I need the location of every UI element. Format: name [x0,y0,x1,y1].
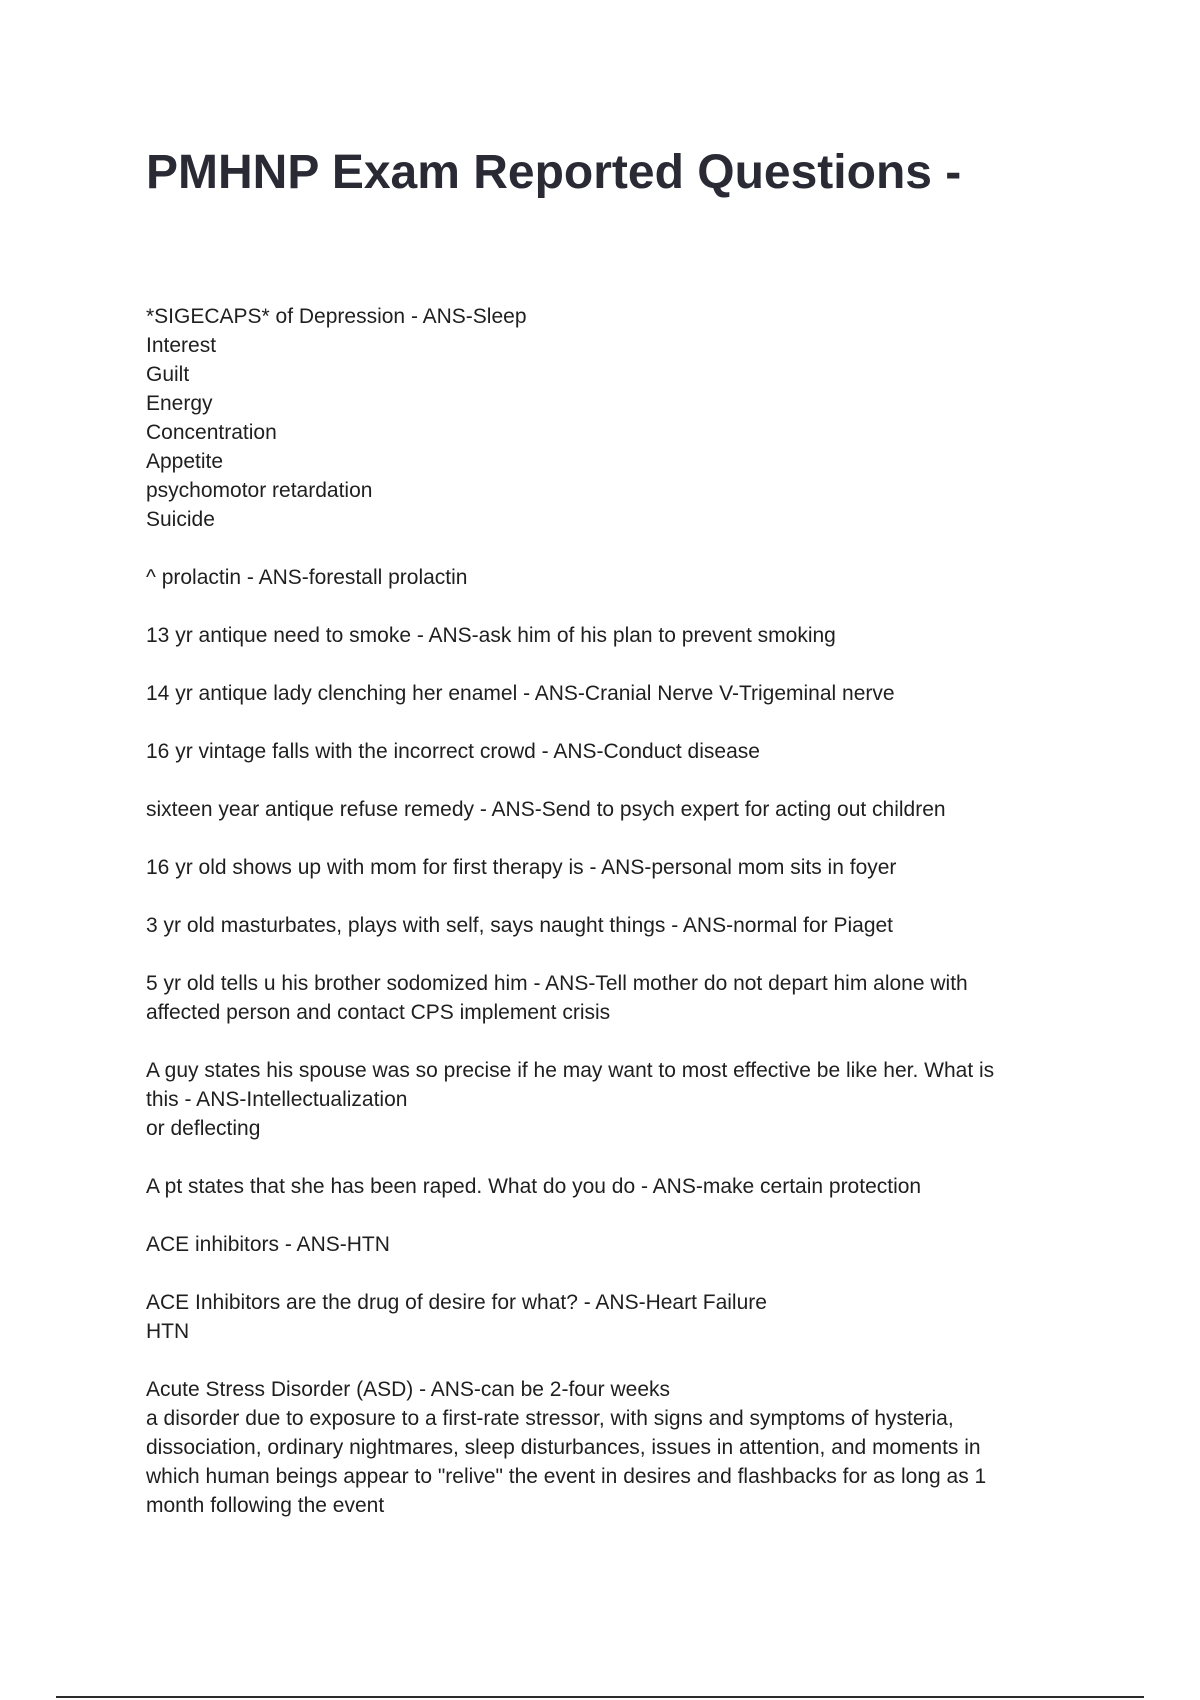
qa-line: 3 yr old masturbates, plays with self, says naught things - ANS-normal for Piaget [146,914,894,937]
qa-line: ACE inhibitors - ANS-HTN [146,1233,390,1256]
qa-item [146,1288,1066,1346]
qa-line: Interest [146,334,217,357]
page-title: PMHNP Exam Reported Questions - [146,146,962,199]
qa-line: A guy states his spouse was so precise if he may want to most effective be like her. What is [146,1059,995,1082]
qa-item [146,1172,1066,1201]
qa-item [146,853,1066,882]
qa-line: ACE Inhibitors are the drug of desire for what? - ANS-Heart Failure [146,1291,767,1314]
qa-list [146,302,1066,1549]
qa-line: Appetite [146,450,224,473]
qa-line: month following the event [146,1494,385,1517]
qa-line: HTN [146,1320,190,1343]
qa-line: Concentration [146,421,277,444]
footer-divider [56,1696,1144,1698]
qa-item [146,302,1066,534]
qa-line: Energy [146,392,213,415]
qa-item [146,737,1066,766]
qa-line: dissociation, ordinary nightmares, sleep disturbances, issues in attention, and moments in [146,1436,981,1459]
qa-line: or deflecting [146,1117,261,1140]
qa-line: sixteen year antique refuse remedy - ANS-Send to psych expert for acting out children [146,798,946,821]
qa-line: 16 yr old shows up with mom for first therapy is - ANS-personal mom sits in foyer [146,856,897,879]
qa-item [146,969,1066,1027]
qa-line: Suicide [146,508,215,531]
qa-line: 16 yr vintage falls with the incorrect crowd - ANS-Conduct disease [146,740,760,763]
qa-item [146,911,1066,940]
qa-line: psychomotor retardation [146,479,373,502]
qa-line: Guilt [146,363,190,386]
qa-line: affected person and contact CPS implement crisis [146,1001,611,1024]
qa-line: 5 yr old tells u his brother sodomized him - ANS-Tell mother do not depart him alone with [146,972,968,995]
qa-line: a disorder due to exposure to a first-rate stressor, with signs and symptoms of hysteria, [146,1407,954,1430]
qa-line: this - ANS-Intellectualization [146,1088,408,1111]
qa-line: 13 yr antique need to smoke - ANS-ask him of his plan to prevent smoking [146,624,836,647]
qa-item [146,795,1066,824]
qa-item [146,563,1066,592]
qa-line: A pt states that she has been raped. What do you do - ANS-make certain protection [146,1175,922,1198]
qa-line: which human beings appear to "relive" the event in desires and flashbacks for as long as 1 [146,1465,987,1488]
qa-item [146,679,1066,708]
qa-line: ^ prolactin - ANS-forestall prolactin [146,566,468,589]
qa-line: Acute Stress Disorder (ASD) - ANS-can be 2-four weeks [146,1378,671,1401]
qa-item [146,1056,1066,1143]
qa-item [146,621,1066,650]
qa-line: 14 yr antique lady clenching her enamel - ANS-Cranial Nerve V-Trigeminal nerve [146,682,895,705]
qa-line: *SIGECAPS* of Depression - ANS-Sleep [146,305,527,328]
qa-item [146,1230,1066,1259]
qa-item [146,1375,1066,1520]
